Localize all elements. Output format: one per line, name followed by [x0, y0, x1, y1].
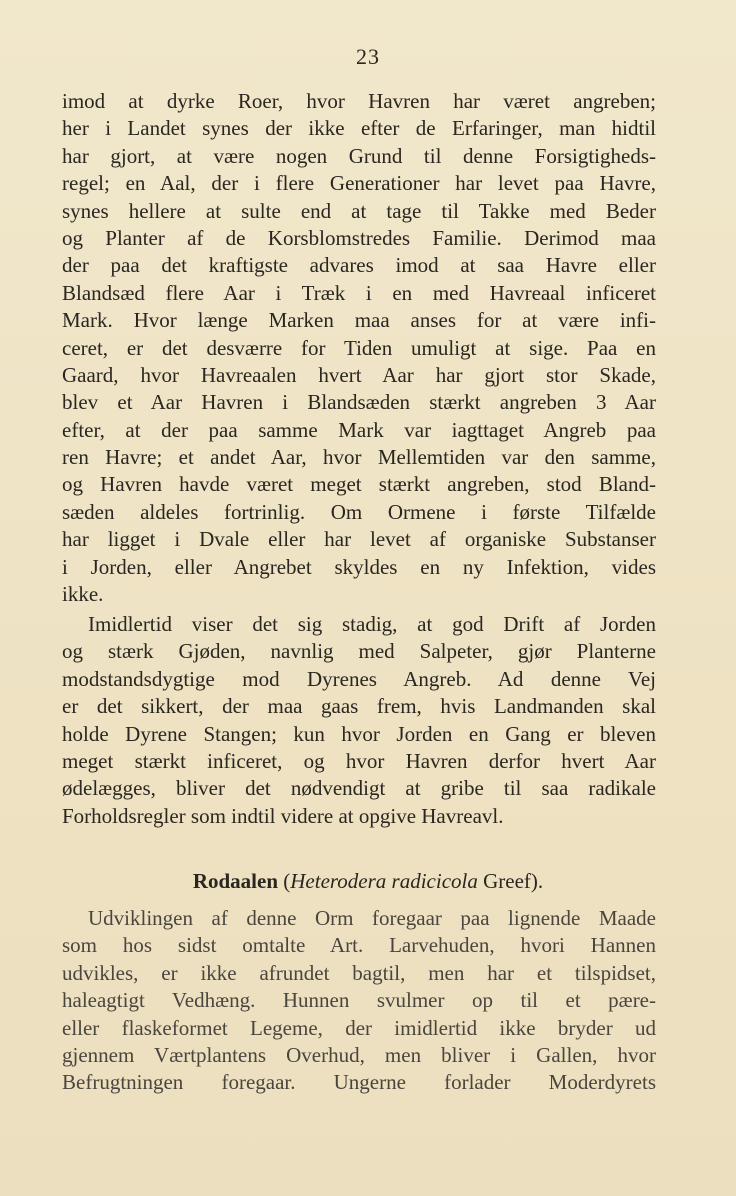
text-line: sæden aldeles fortrinlig. Om Ormene i første Tilfælde — [62, 499, 656, 524]
text-line: eller flaskeformet Legeme, der imidlertid ikke bryder ud — [62, 1015, 656, 1040]
heading-open-paren: ( — [278, 869, 291, 893]
paragraph-1 — [62, 88, 656, 608]
text-line: ødelægges, bliver det nødvendigt at gribe til saa radikale — [62, 776, 656, 801]
page-number: 23 — [356, 44, 380, 69]
text-line: her i Landet synes der ikke efter de Erfaringer, man hidtil — [62, 116, 656, 141]
text-line: har ligget i Dvale eller har levet af organiske Substanser — [62, 527, 656, 552]
text-line: og stærk Gjøden, navnlig med Salpeter, gjør Planterne — [62, 639, 656, 664]
section-heading — [0, 867, 736, 895]
text-line: ceret, er det desværre for Tiden umuligt at sige. Paa en — [62, 335, 656, 360]
text-line: Blandsæd flere Aar i Træk i en med Havreaal inficeret — [62, 280, 656, 305]
text-line: er det sikkert, der maa gaas frem, hvis Landmanden skal — [62, 694, 656, 719]
text-line: Gaard, hvor Havreaalen hvert Aar har gjort stor Skade, — [62, 362, 656, 387]
text-line: ikke. — [62, 582, 104, 607]
text-line: har gjort, at være nogen Grund til denne Forsigtigheds- — [62, 143, 656, 168]
heading-author: Greef). — [477, 869, 544, 893]
text-line: udvikles, er ikke afrundet bagtil, men har et tilspidset, — [62, 960, 656, 985]
heading-latin-name: Heterodera radicicola — [290, 869, 478, 893]
text-line: meget stærkt inficeret, og hvor Havren derfor hvert Aar — [62, 748, 656, 773]
heading-name: Rodaalen — [192, 869, 279, 893]
paragraph-2 — [62, 611, 656, 830]
text-line: Forholdsregler som indtil videre at opgive Havreavl. — [62, 803, 504, 828]
text-line: i Jorden, eller Angrebet skyldes en ny Infektion, vides — [62, 554, 656, 579]
paragraph-3 — [62, 905, 656, 1097]
text-line: ren Havre; et andet Aar, hvor Mellemtiden var den samme, — [62, 445, 656, 470]
text-line: modstandsdygtige mod Dyrenes Angreb. Ad denne Vej — [62, 666, 656, 691]
text-line: efter, at der paa samme Mark var iagttaget Angreb paa — [62, 417, 656, 442]
text-line: Udviklingen af denne Orm foregaar paa lignende Maade — [88, 906, 656, 930]
text-line: der paa det kraftigste advares imod at saa Havre eller — [62, 253, 656, 278]
text-line: som hos sidst omtalte Art. Larvehuden, hvori Hannen — [62, 933, 656, 958]
text-line: Mark. Hvor længe Marken maa anses for at være infi- — [62, 308, 656, 333]
text-line: holde Dyrene Stangen; kun hvor Jorden en Gang er bleven — [62, 721, 656, 746]
text-line: og Planter af de Korsblomstredes Familie. Derimod maa — [62, 225, 656, 250]
text-line: og Havren havde været meget stærkt angreben, stod Bland- — [62, 472, 656, 497]
text-line: Befrugtningen foregaar. Ungerne forlader Moderdyrets — [62, 1070, 656, 1095]
text-line: synes hellere at sulte end at tage til Takke med Beder — [62, 198, 656, 223]
text-line: regel; en Aal, der i flere Generationer har levet paa Havre, — [62, 171, 656, 196]
text-line: gjennem Værtplantens Overhud, men bliver i Gallen, hvor — [62, 1042, 656, 1067]
text-line: Imidlertid viser det sig stadig, at god Drift af Jorden — [88, 612, 656, 636]
text-line: imod at dyrke Roer, hvor Havren har været angreben; — [62, 89, 656, 113]
text-line: blev et Aar Havren i Blandsæden stærkt angreben 3 Aar — [62, 390, 656, 415]
text-line: haleagtigt Vedhæng. Hunnen svulmer op til et pære- — [62, 988, 656, 1013]
